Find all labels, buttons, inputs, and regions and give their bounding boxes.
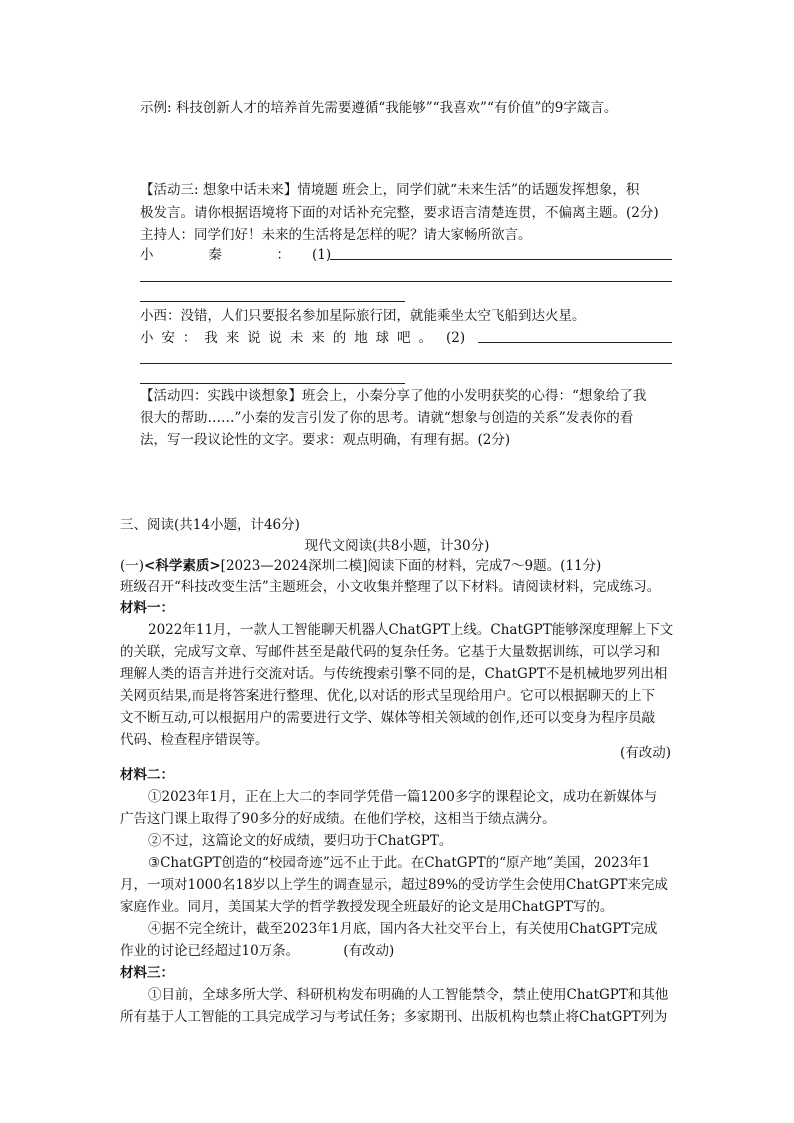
material1-line: 文不断互动,可以根据用户的需要进行文学、媒体等相关领域的创作,还可以变身为程序员敲 [120, 710, 656, 726]
answer-line[interactable] [478, 342, 672, 343]
speaker-char: 秦 [208, 247, 222, 263]
speaker-xiaoan [140, 328, 432, 348]
material1-line: 的关联，完成写文章、写邮件甚至是敲代码的复杂任务。它基于大量数据训练，可以学习和 [120, 644, 660, 660]
speaker-char: 来 [225, 330, 240, 346]
speaker-char: 说 [247, 330, 261, 346]
activity4-line2: 很大的帮助……”小秦的发言引发了你的思考。请就“想象与创造的关系”发表你的看 [140, 410, 634, 426]
material1-heading: 材料一： [120, 600, 174, 616]
answer-line[interactable] [140, 301, 405, 302]
material2-heading: 材料二： [120, 767, 174, 783]
speaker-char: 说 [268, 330, 283, 346]
part1-heading [120, 556, 601, 576]
speaker-char: ： [182, 330, 197, 346]
blank-1-label: (1) [312, 247, 332, 263]
material2-line: ②不过，这篇论文的好成绩，要归功于ChatGPT。 [148, 833, 453, 849]
answer-line[interactable] [140, 363, 672, 364]
speaker-xiaoqin [140, 245, 290, 265]
speaker-char: 球 [375, 330, 390, 346]
material2-line: ①2023年1月，正在上大二的李同学凭借一篇1200多字的课程论文，成功在新媒体与 [148, 789, 658, 805]
activity3-line1: 【活动三: 想象中话未来】情境题 班会上，同学们就“未来生活”的话题发挥想象，积 [140, 182, 640, 198]
speaker-char: 小 [140, 330, 154, 346]
speaker-char: 的 [332, 330, 347, 346]
material2-line: ③ChatGPT创造的“校园奇迹”远不止于此。在ChatGPT的“原产地”美国，2023年1 [148, 855, 651, 871]
material1-line: 代码、检查程序错误等。 [120, 732, 269, 748]
speaker-char: 吧 [397, 330, 411, 346]
material2-last-line: 作业的讨论已经超过10万条。 [120, 943, 300, 959]
material3-line: 所有基于人工智能的工具完成学习与考试任务；多家期刊、出版机构也禁止将ChatGPT列为 [120, 1009, 668, 1025]
material1-note: (有改动) [620, 745, 672, 761]
part1-rest: [2023—2024深圳二模]阅读下面的材料，完成7～9题。(11分) [220, 558, 602, 574]
answer-line[interactable] [330, 259, 672, 260]
speaker-char: 我 [204, 330, 218, 346]
speaker-char: 未 [289, 330, 304, 346]
activity4-line1: 【活动四：实践中谈想象】班会上，小秦分享了他的小发明获奖的心得：“想象给了我 [140, 388, 647, 404]
material1-line: 2022年11月，一款人工智能聊天机器人ChatGPT上线。ChatGPT能够深度理解上下文 [148, 622, 674, 638]
answer-line[interactable] [140, 383, 405, 384]
material2-line: ④据不完全统计，截至2023年1月底，国内各大社交平台上，有关使用ChatGPT完成 [148, 921, 658, 937]
material2-note: (有改动) [343, 943, 395, 959]
speaker-char: 来 [311, 330, 325, 346]
material2-line [120, 941, 394, 961]
part1-tag: <科学素质> [144, 558, 221, 574]
material1-line: 理解人类的语言并进行交流对话。与传统搜索引擎不同的是，ChatGPT不是机械地罗列出相 [120, 666, 668, 682]
section-title: 三、阅读(共14小题，计46分) [120, 517, 300, 533]
activity3-line2: 极发言。请你根据语境将下面的对话补充完整，要求语言清楚连贯，不偏离主题。(2分) [140, 205, 659, 221]
speaker-char: ： [276, 247, 290, 263]
material3-heading: 材料三： [120, 965, 174, 981]
intro-text: 班级召开“科技改变生活”主题班会，小文收集并整理了以下材料。请阅读材料，完成练习。 [120, 579, 661, 595]
material1-line: 关网页结果,而是将答案进行整理、优化,以对话的形式呈现给用户。它可以根据聊天的上下 [120, 688, 656, 704]
xiaoxi-line: 小西：没错，人们只要报名参加星际旅行团，就能乘坐太空飞船到达火星。 [140, 308, 586, 324]
example-text: 示例: 科技创新人才的培养首先需要遵循“我能够”“我喜欢”“有价值”的9字箴言。 [140, 100, 618, 116]
speaker-char: 安 [161, 330, 175, 346]
host-line: 主持人：同学们好！未来的生活将是怎样的呢？请大家畅所欲言。 [140, 227, 532, 243]
material2-line: 广告这门课上取得了90多分的好成绩。在他们学校，这相当于绩点满分。 [120, 811, 556, 827]
material2-line: 月，一项对1000名18岁以上学生的调查显示，超过89%的受访学生会使用ChatGPT来完成 [120, 877, 668, 893]
material2-line: 家庭作业。同月，美国某大学的哲学教授发现全班最好的论文是用ChatGPT写的。 [120, 899, 614, 915]
blank-2-label: (2) [446, 330, 466, 346]
speaker-char: 小 [140, 247, 154, 263]
material3-line: ①目前，全球多所大学、科研机构发布明确的人工智能禁令，禁止使用ChatGPT和其他 [148, 987, 669, 1003]
answer-line[interactable] [140, 281, 672, 282]
section-subtitle: 现代文阅读(共8小题，计30分) [304, 538, 490, 554]
speaker-char: 地 [354, 330, 368, 346]
speaker-char: 。 [418, 330, 432, 346]
activity4-line3: 法，写一段议论性的文字。要求：观点明确，有理有据。(2分) [140, 432, 511, 448]
part1-prefix: (一) [120, 558, 145, 574]
